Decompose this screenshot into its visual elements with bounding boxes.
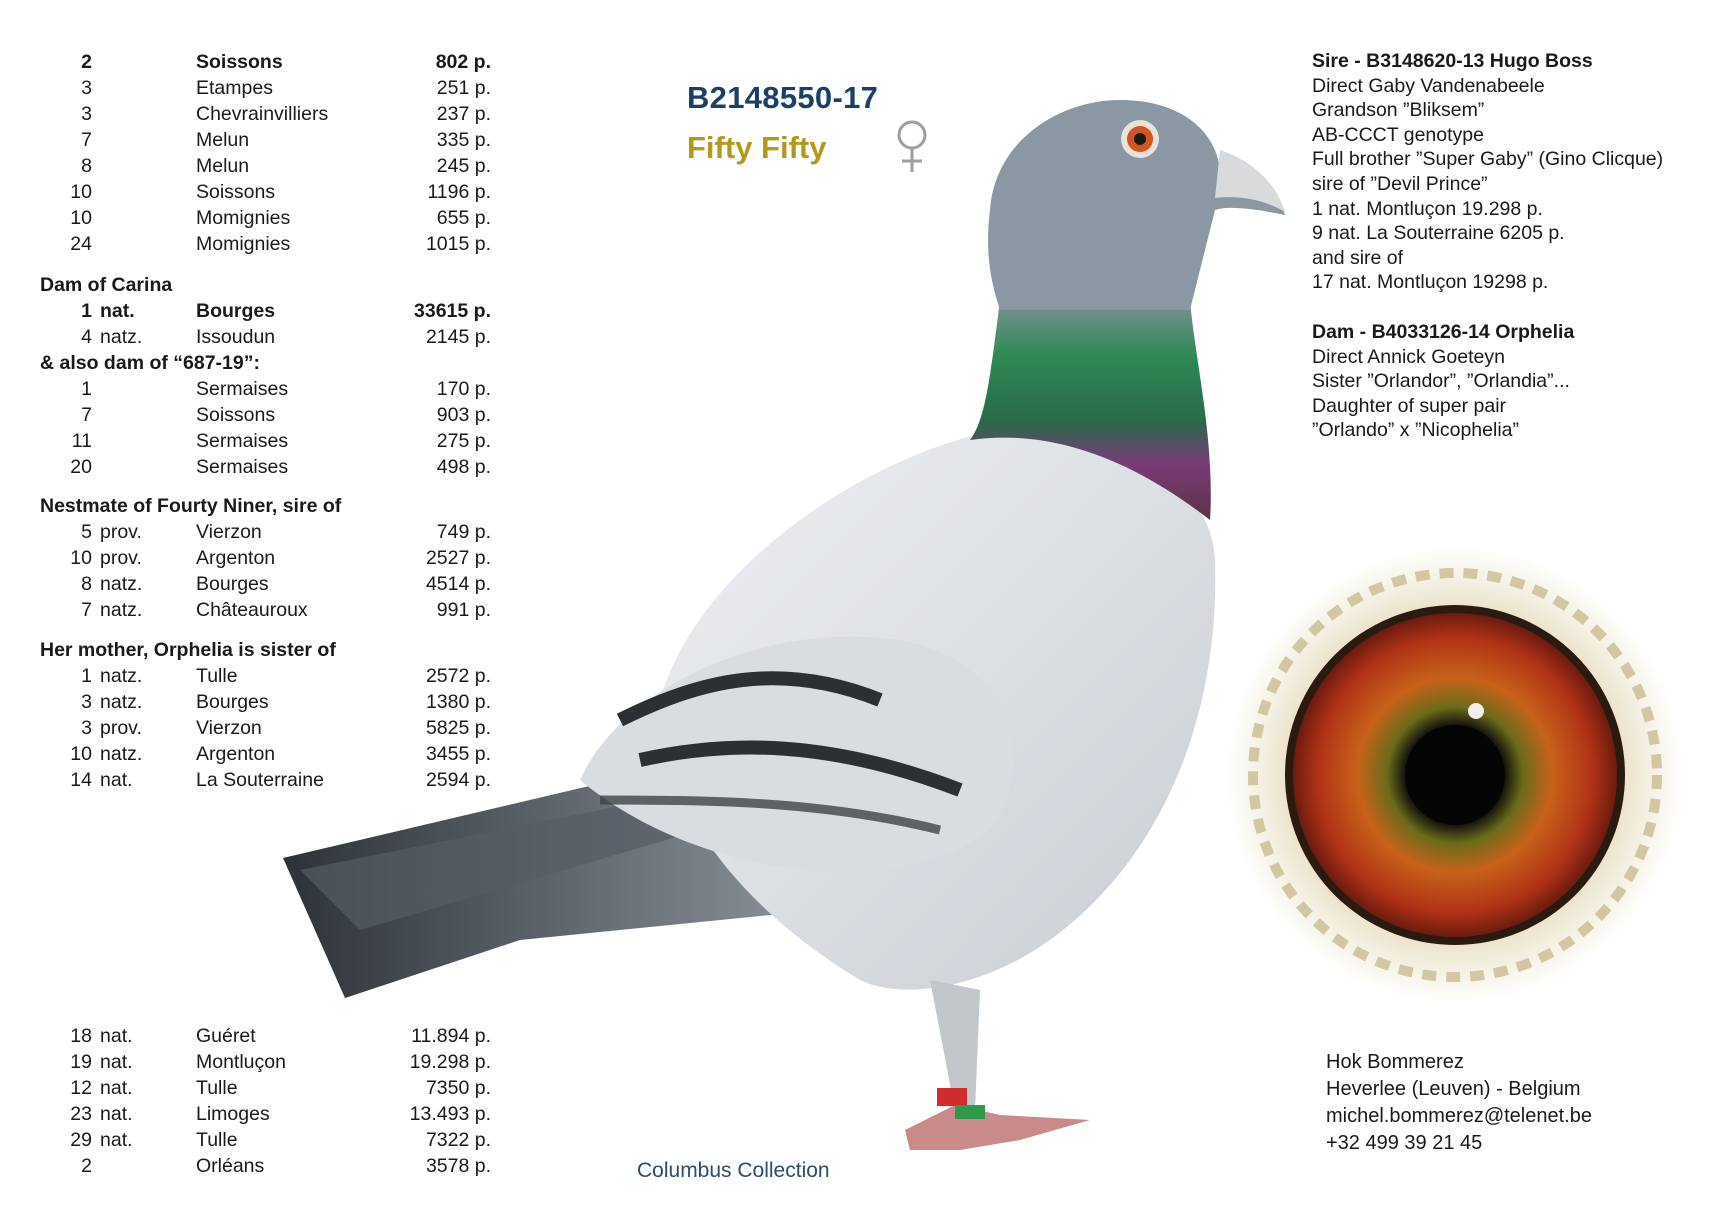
sire-line: 1 nat. Montluçon 19.298 p. — [1312, 197, 1543, 220]
result-row — [40, 715, 491, 741]
result-points: 237 p. — [436, 103, 491, 125]
ring-number-title: B2148550-17 — [687, 80, 879, 115]
result-points: 1380 p. — [425, 691, 491, 713]
section-heading: Her mother, Orphelia is sister of — [40, 639, 336, 661]
nestmate-section — [40, 493, 491, 623]
result-place: 3 — [81, 691, 92, 713]
result-points: 802 p. — [435, 51, 491, 73]
result-points: 33615 p. — [414, 300, 491, 322]
result-race: Soissons — [196, 181, 276, 203]
result-points: 170 p. — [436, 378, 491, 400]
result-points: 13.493 p. — [409, 1103, 491, 1125]
result-row — [40, 1127, 491, 1153]
result-level: nat. — [100, 1103, 133, 1125]
result-race: Tulle — [196, 665, 238, 687]
result-row — [40, 376, 491, 402]
result-row — [40, 663, 491, 689]
result-level — [92, 376, 196, 402]
result-level — [92, 75, 196, 101]
result-level: nat. — [100, 769, 133, 791]
result-level: nat. — [100, 1129, 133, 1151]
result-points: 2145 p. — [425, 326, 491, 348]
result-points: 335 p. — [436, 129, 491, 151]
result-race: Soissons — [196, 404, 276, 426]
result-place: 11 — [71, 430, 92, 452]
section-heading: & also dam of “687-19”: — [40, 352, 260, 374]
result-place: 1 — [81, 665, 92, 687]
result-place: 24 — [70, 233, 92, 255]
result-row — [40, 402, 491, 428]
sire-line: and sire of — [1312, 246, 1404, 269]
result-row — [40, 454, 491, 480]
result-points: 7322 p. — [425, 1129, 491, 1151]
result-place: 23 — [70, 1103, 92, 1125]
result-level — [92, 49, 196, 75]
result-points: 1196 p. — [427, 181, 491, 203]
result-race: Limoges — [196, 1103, 270, 1125]
result-row — [40, 571, 491, 597]
sire-line: Full brother ”Super Gaby” (Gino Clicque) — [1312, 148, 1664, 171]
result-points: 4514 p. — [425, 573, 491, 595]
result-place: 20 — [70, 456, 92, 478]
result-row — [40, 597, 491, 623]
result-row — [40, 49, 491, 75]
result-place: 18 — [70, 1025, 92, 1047]
result-place: 10 — [70, 743, 92, 765]
collection-footer: Columbus Collection — [637, 1159, 830, 1182]
result-place: 3 — [81, 77, 92, 99]
result-level — [92, 1153, 196, 1179]
result-level: natz. — [100, 691, 143, 713]
result-race: Orléans — [196, 1155, 265, 1177]
result-level: prov. — [100, 521, 142, 543]
result-place: 8 — [81, 573, 92, 595]
result-race: Soissons — [196, 51, 283, 73]
result-level: natz. — [100, 743, 143, 765]
result-points: 245 p. — [436, 155, 491, 177]
result-row — [40, 1075, 491, 1101]
result-race: Guéret — [196, 1025, 256, 1047]
result-place: 7 — [81, 404, 92, 426]
result-row — [40, 324, 491, 350]
result-row — [40, 231, 491, 257]
result-place: 7 — [81, 599, 92, 621]
contact-info — [1326, 1049, 1592, 1157]
female-symbol-icon — [892, 118, 932, 174]
result-level: prov. — [100, 547, 142, 569]
result-place: 8 — [81, 155, 92, 177]
result-row — [40, 689, 491, 715]
result-race: Sermaises — [196, 378, 289, 400]
result-level: natz. — [100, 573, 143, 595]
dam-line: Daughter of super pair — [1312, 394, 1507, 417]
result-points: 1015 p. — [425, 233, 491, 255]
result-row — [40, 205, 491, 231]
result-place: 3 — [81, 103, 92, 125]
result-place: 29 — [70, 1129, 92, 1151]
result-row — [40, 153, 491, 179]
result-level: natz. — [100, 326, 143, 348]
result-points: 2572 p. — [425, 665, 491, 687]
result-level: prov. — [100, 717, 142, 739]
contact-line: Hok Bommerez — [1326, 1051, 1464, 1073]
result-race: Argenton — [196, 743, 276, 765]
result-race: Bourges — [196, 300, 276, 322]
result-level: natz. — [100, 599, 143, 621]
dam-heading: Dam - B4033126-14 Orphelia — [1312, 321, 1575, 343]
sire-line: sire of ”Devil Prince” — [1312, 172, 1488, 195]
result-level: nat. — [100, 1077, 133, 1099]
result-place: 10 — [70, 207, 92, 229]
result-row — [40, 1023, 491, 1049]
result-row — [40, 179, 491, 205]
result-race: Tulle — [196, 1129, 238, 1151]
result-place: 1 — [81, 300, 92, 322]
result-row — [40, 428, 491, 454]
result-points: 655 p. — [436, 207, 491, 229]
result-row — [40, 1153, 491, 1179]
mother-section — [40, 637, 491, 793]
result-place: 2 — [81, 1155, 92, 1177]
result-place: 2 — [81, 51, 92, 73]
result-row — [40, 519, 491, 545]
result-row — [40, 545, 491, 571]
carina-section — [40, 272, 491, 480]
result-row — [40, 1101, 491, 1127]
result-place: 10 — [70, 547, 92, 569]
result-points: 2594 p. — [425, 769, 491, 791]
result-level — [92, 402, 196, 428]
result-race: Chevrainvilliers — [196, 103, 329, 125]
eye-closeup-photo — [1215, 535, 1695, 1015]
result-points: 3578 p. — [425, 1155, 491, 1177]
result-points: 3455 p. — [425, 743, 491, 765]
sire-line: Grandson ”Bliksem” — [1312, 99, 1485, 122]
result-row — [40, 1049, 491, 1075]
result-points: 991 p. — [436, 599, 491, 621]
result-race: Melun — [196, 155, 250, 177]
result-level: natz. — [100, 665, 143, 687]
pigeon-name-title: Fifty Fifty — [687, 130, 827, 165]
result-points: 749 p. — [436, 521, 491, 543]
result-points: 7350 p. — [425, 1077, 491, 1099]
result-level — [92, 231, 196, 257]
result-level — [92, 127, 196, 153]
result-place: 12 — [70, 1077, 92, 1099]
bottom-results-list — [40, 1023, 491, 1179]
result-race: Issoudun — [196, 326, 276, 348]
result-row — [40, 298, 491, 324]
contact-line: +32 499 39 21 45 — [1326, 1132, 1483, 1154]
section-heading: Dam of Carina — [40, 274, 173, 296]
dam-info — [1312, 320, 1574, 443]
sire-line: 9 nat. La Souterraine 6205 p. — [1312, 222, 1565, 245]
top-results-list — [40, 49, 491, 257]
result-points: 19.298 p. — [409, 1051, 491, 1073]
result-level — [92, 454, 196, 480]
result-row — [40, 101, 491, 127]
result-points: 275 p. — [436, 430, 491, 452]
result-place: 3 — [81, 717, 92, 739]
dam-line: ”Orlando” x ”Nicophelia” — [1312, 419, 1519, 442]
result-points: 2527 p. — [425, 547, 491, 569]
result-points: 251 p. — [436, 77, 491, 99]
dam-line: Direct Annick Goeteyn — [1312, 345, 1505, 368]
result-race: Tulle — [196, 1077, 238, 1099]
contact-line: Heverlee (Leuven) - Belgium — [1326, 1078, 1581, 1100]
result-race: Bourges — [196, 691, 269, 713]
result-race: Bourges — [196, 573, 269, 595]
result-place: 7 — [81, 129, 92, 151]
result-race: La Souterraine — [196, 769, 324, 791]
result-race: Argenton — [196, 547, 276, 569]
section-heading: Nestmate of Fourty Niner, sire of — [40, 495, 342, 517]
result-points: 11.894 p. — [411, 1025, 491, 1047]
result-level — [92, 101, 196, 127]
result-level: nat. — [100, 1025, 133, 1047]
result-level — [92, 428, 196, 454]
result-row — [40, 75, 491, 101]
result-place: 5 — [81, 521, 92, 543]
result-race: Sermaises — [196, 430, 289, 452]
dam-line: Sister ”Orlandor”, ”Orlandia”... — [1312, 370, 1570, 393]
result-level — [92, 205, 196, 231]
sire-line: Direct Gaby Vandenabeele — [1312, 74, 1545, 97]
sire-heading: Sire - B3148620-13 Hugo Boss — [1312, 50, 1593, 72]
result-race: Montluçon — [196, 1051, 286, 1073]
result-place: 1 — [81, 378, 92, 400]
result-place: 4 — [81, 326, 92, 348]
result-race: Châteauroux — [196, 599, 308, 621]
result-row — [40, 127, 491, 153]
sire-info — [1312, 49, 1663, 295]
result-place: 14 — [70, 769, 92, 791]
result-row — [40, 741, 491, 767]
result-place: 10 — [70, 181, 92, 203]
result-race: Melun — [196, 129, 250, 151]
result-points: 5825 p. — [425, 717, 491, 739]
result-points: 903 p. — [436, 404, 491, 426]
result-row — [40, 767, 491, 793]
result-level — [92, 179, 196, 205]
result-race: Vierzon — [196, 717, 262, 739]
result-race: Sermaises — [196, 456, 289, 478]
result-race: Vierzon — [196, 521, 262, 543]
result-race: Momignies — [196, 233, 291, 255]
result-points: 498 p. — [436, 456, 491, 478]
contact-line: michel.bommerez@telenet.be — [1326, 1105, 1592, 1127]
sire-line: AB-CCCT genotype — [1312, 123, 1484, 146]
result-race: Etampes — [196, 77, 273, 99]
result-level: nat. — [100, 300, 135, 322]
result-place: 19 — [70, 1051, 92, 1073]
result-level: nat. — [100, 1051, 133, 1073]
result-level — [92, 153, 196, 179]
result-race: Momignies — [196, 207, 291, 229]
sire-line: 17 nat. Montluçon 19298 p. — [1312, 271, 1549, 294]
